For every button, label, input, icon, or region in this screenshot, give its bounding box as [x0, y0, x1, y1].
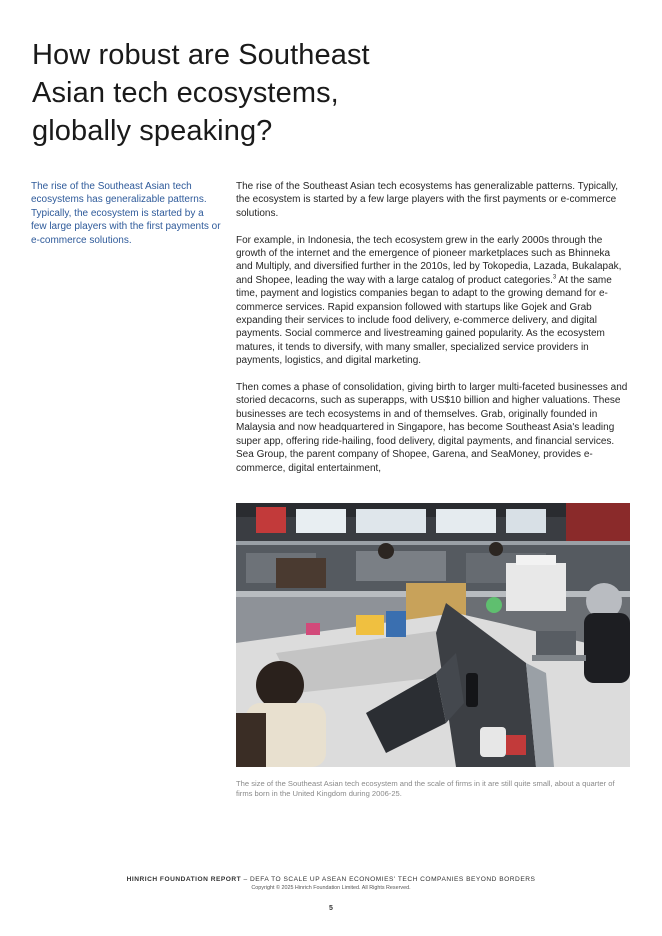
office-photo	[236, 503, 630, 767]
footer-report-title	[0, 875, 662, 884]
photo-caption: The size of the Southeast Asian tech ecosystem and the scale of firms in it are still quite small, about a quarter of firms born in the United Kingdom during 2006-25.	[236, 779, 615, 799]
paragraph-1: The rise of the Southeast Asian tech ecosystems has generalizable patterns. Typically, the ecosystem is started by a few large players with the first payments or e-commerce solutions.	[236, 181, 619, 219]
page-number: 5	[329, 905, 333, 912]
page-title: How robust are Southeast Asian tech ecosystems, globally speaking?	[32, 39, 370, 147]
page-footer	[0, 875, 662, 892]
footer-subtitle: – DEFA TO SCALE UP ASEAN ECONOMIES' TECH COMPANIES BEYOND BORDERS	[241, 876, 536, 883]
paragraph-2-text: For example, in Indonesia, the tech ecosystem grew in the early 2000s through the growth of the internet and the emergence of pioneer marketplaces such as Bhinneka and Multiply, and diversified further in the 2010s, led by Tokopedia, Lazada, Bukalapak, and Shopee, leading the way with a large catalog of product categories.	[236, 234, 622, 286]
footer-brand: HINRICH FOUNDATION REPORT	[126, 876, 242, 883]
paragraph-2-text-continued: At the same time, payment and logistics companies began to adapt to the growing demand for e-commerce services. Rapid expansion followed with startups like Gojek and Grab expanding their services to include food delivery, e-commerce delivery, and digital payments. Social commerce and livestreaming gained popularity. As the ecosystem matures, it tends to diversify, with many smaller, specialized service providers in payments, logistics, and digital marketing.	[236, 274, 612, 367]
footnote-marker[interactable]: 3	[552, 274, 557, 281]
pull-quote: The rise of the Southeast Asian tech ecosystems has generalizable patterns. Typically, the ecosystem is started by a few large players with the first payments or e-commerce solutions.	[31, 181, 221, 246]
paragraph-3: Then comes a phase of consolidation, giving birth to larger multi-faceted businesses and storied decacorns, such as superapps, with US$10 billion and higher valuations. These businesses are tech ecosystems in and of themselves. Grab, originally founded in Malaysia and now headquartered in Singapore, has become Southeast Asia's leading super app, offering ride-hailing, food delivery, digital payments, and financial services. Sea Group, the parent company of Shopee, Garena, and SeaMoney, provides e-commerce, digital entertainment,	[236, 382, 628, 474]
body-text	[236, 180, 628, 475]
footer-copyright: Copyright © 2025 Hinrich Foundation Limited. All Rights Reserved.	[251, 885, 411, 891]
paragraph-2	[236, 234, 628, 368]
